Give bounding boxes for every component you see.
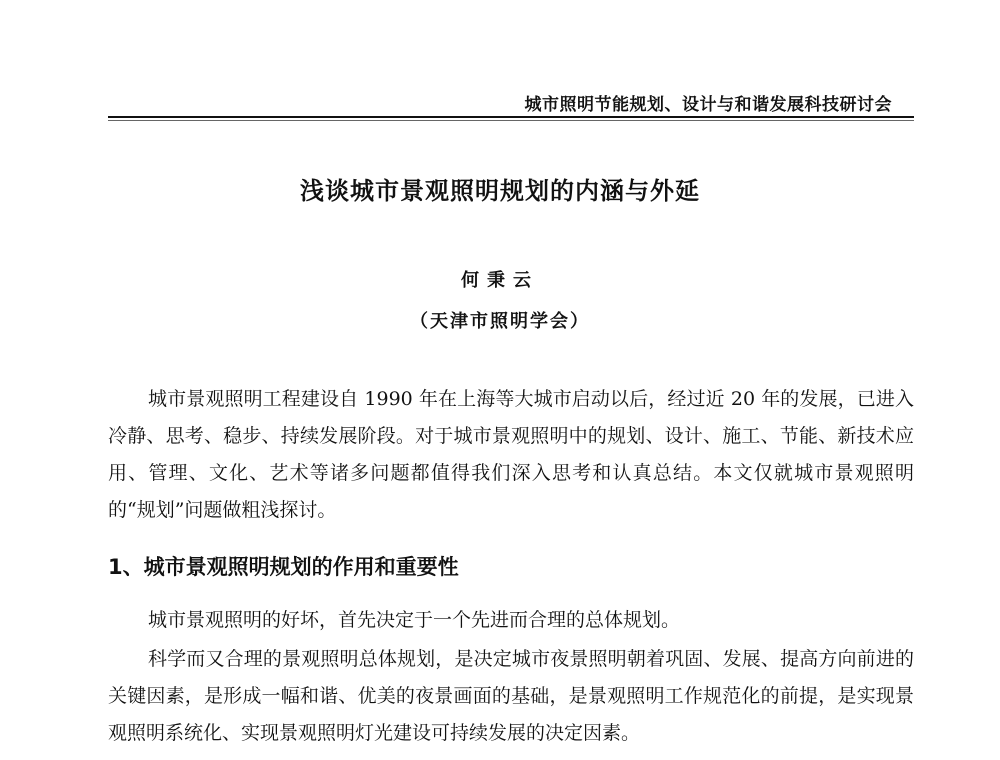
header-rule-thin xyxy=(108,120,914,121)
running-header: 城市照明节能规划、设计与和谐发展科技研讨会 xyxy=(524,95,892,115)
author-affiliation: （天津市照明学会） xyxy=(410,311,590,332)
paper-title: 浅谈城市景观照明规划的内涵与外延 xyxy=(300,177,700,205)
section-paragraph-2: 科学而又合理的景观照明总体规划，是决定城市夜景照明朝着巩固、发展、提高方向前进的关键因素，是形成一幅和谐、优美的夜景画面的基础，是景观照明工作规范化的前提，是实现景观照明系统化、实现景观照明灯光建设可持续发展的决定因素。 xyxy=(108,648,914,744)
author-name: 何秉云 xyxy=(461,270,539,291)
intro-paragraph: 城市景观照明工程建设自 1990 年在上海等大城市启动以后，经过近 20 年的发展，已进入冷静、思考、稳步、持续发展阶段。对于城市景观照明中的规划、设计、施工、节能、新技术应用、管理、文化、艺术等诸多问题都值得我们深入思考和认真总结。本文仅就城市景观照明的“规划”问题做粗浅探讨。 xyxy=(108,388,914,521)
section-paragraph-1: 城市景观照明的好坏，首先决定于一个先进而合理的总体规划。 xyxy=(148,609,681,631)
header-rule xyxy=(108,116,914,118)
section-heading: 1、城市景观照明规划的作用和重要性 xyxy=(108,555,459,579)
